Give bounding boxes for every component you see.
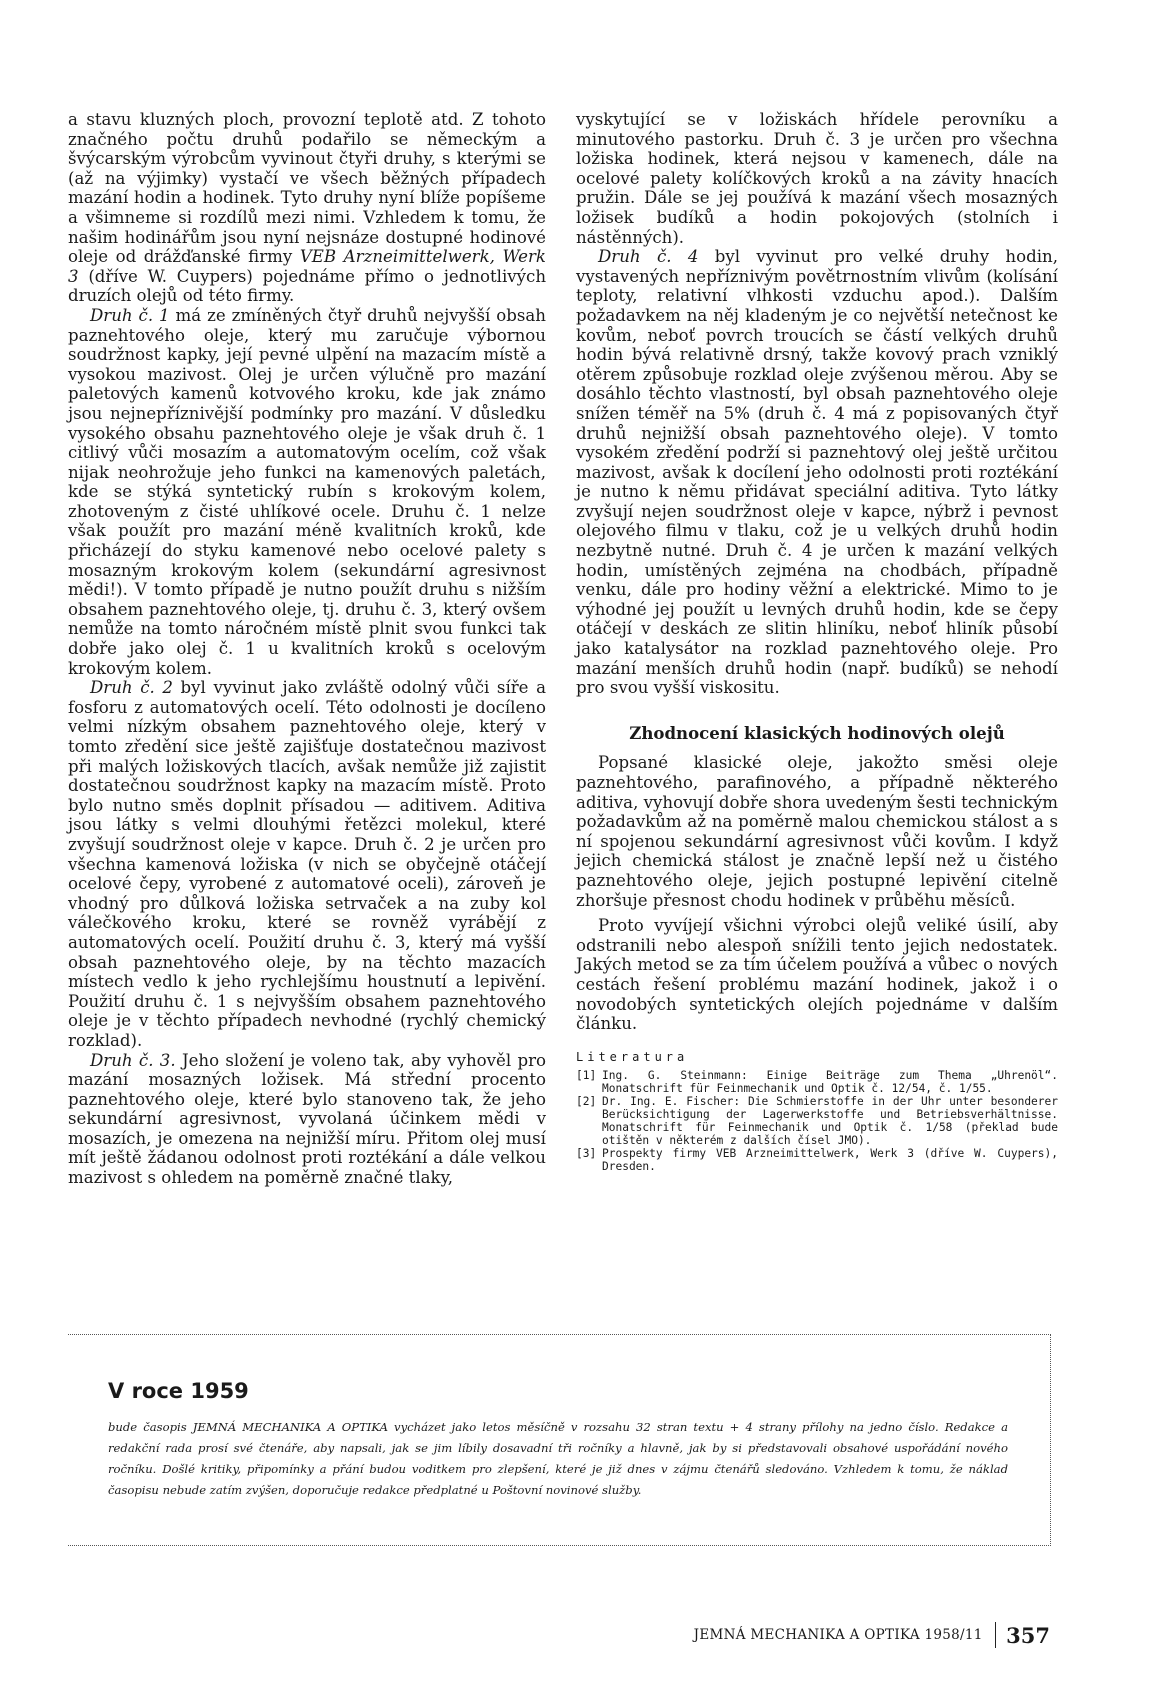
announcement-box bbox=[68, 1334, 1051, 1546]
reference-number: [3] bbox=[576, 1147, 597, 1161]
paragraph-druh-4 bbox=[576, 247, 1058, 698]
reference-number: [1] bbox=[576, 1069, 597, 1083]
reference-item bbox=[576, 1147, 1058, 1173]
reference-text: Dr. Ing. E. Fischer: Die Schmierstoffe in der Uhr unter besonderer Berücksichtigung der Lagerwerkstoffe und Betriebsverhältnisse. Monatschrift für Feinmechanik und Optik č. 1/58 (překlad bude otištěn v některém z dalších čísel JMO). bbox=[602, 1095, 1058, 1148]
reference-item bbox=[576, 1069, 1058, 1095]
paragraph-conclusion: Proto vyvíjejí všichni výrobci olejů veliké úsilí, aby odstranili nebo alespoň snížili tento jejich nedostatek. Jakých metod se za tím účelem používá a vůbec o nových cestách řešení problému mazání hodinek, jakož i o novodobých syntetických olejích pojednáme v dalším článku. bbox=[576, 916, 1058, 1034]
reference-number: [2] bbox=[576, 1095, 597, 1109]
section-heading: Zhodnocení klasických hodinových olejů bbox=[629, 722, 1005, 743]
announcement-body: bude časopis JEMNÁ MECHANIKA A OPTIKA vycházet jako letos měsíčně v rozsahu 32 stran textu + 4 strany přílohy na jedno číslo. Redakce a redakční rada prosí své čtenáře, aby napsali, jak se jim líbily dosavadní tři ročníky a hlavně, jak by si představovali obsahové uspořádání nového ročníku. Došlé kritiky, připomínky a přání budou voditkem pro zlepšení, které je již dnes v zájmu čtenářů sledováno. Vzhledem k tomu, že náklad časopisu nebude zatím zvýšen, doporučuje redakce předplatné u Poštovní novinové služby. bbox=[108, 1420, 1008, 1497]
druh-3-lead: Druh č. 3. bbox=[90, 1050, 176, 1070]
druh-4-lead: Druh č. 4 bbox=[598, 247, 699, 267]
paragraph-druh-1 bbox=[68, 306, 546, 678]
paragraph-druh-3 bbox=[68, 1051, 546, 1188]
literature-title: Literatura bbox=[576, 1049, 689, 1064]
page-number: 357 bbox=[1006, 1622, 1050, 1648]
paragraph-intro bbox=[68, 110, 546, 306]
left-column bbox=[68, 110, 546, 1188]
reference-text: Ing. G. Steinmann: Einige Beiträge zum Thema „Uhrenöl“. Monatschrift für Feinmechanik und Optik č. 12/54, č. 1/55. bbox=[602, 1069, 1058, 1096]
paragraph-druh-3-cont: vyskytující se v ložiskách hřídele perovníku a minutového pastorku. Druh č. 3 je určen pro všechna ložiska hodinek, která nejsou v kamenech, dále na ocelové palety kolíčkových kroků a na závity hnacích pružin. Dále se jej používá k mazání všech mosazných ložisek budíků a hodin pokojových (stolních i nástěnných). bbox=[576, 110, 1058, 247]
paragraph-druh-2 bbox=[68, 678, 546, 1050]
text-span: a stavu kluzných ploch, provozní teplotě atd. Z tohoto značného počtu druhů podařilo se německým a švýcarským výrobcům vyvinout čtyři druhy, s kterými se (až na výjimky) vystačí ve všech běžných případech mazání hodin a hodinek. Tyto druhy nyní blíže popíšeme a všimneme si rozdílů mezi nimi. Vzhledem k tomu, že našim hodinářům jsou nyní nejsnáze dostupné hodinové oleje od drážďanské firmy bbox=[68, 110, 546, 267]
page-footer bbox=[690, 1620, 1050, 1650]
right-column bbox=[576, 110, 1058, 1173]
druh-1-lead: Druh č. 1 bbox=[90, 305, 170, 325]
firm-name: VEB Arzneimittelwerk, Werk 3 bbox=[68, 247, 546, 286]
footer-divider bbox=[995, 1622, 997, 1648]
text-span: byl vyvinut pro velké druhy hodin, vystavených nepříznivým povětrnostním vlivům (kolísání teploty, relativní vlhkosti vzduchu apod.). Dalším požadavkem na něj kladeným je co největší netečnost ke kovům, neboť povrch troucích se částí velkých druhů hodin bývá relativně drsný, takže kovový prach vzniklý otěrem způsobuje rozklad oleje zvýšenou měrou. Aby se dosáhlo těchto vlastností, byl obsah paznehtového oleje snížen téměř na 5% (druh č. 4 má z popisovaných čtyř druhů nejnižší obsah paznehtového oleje). V tomto vysokém zředění podrží si paznehtový olej ještě určitou mazivost, avšak k docílení jeho odolnosti proti roztékání je nutno k němu přidávat speciální aditiva. Tyto látky zvyšují nejen soudržnost oleje v kapce, nýbrž i pevnost olejového filmu v tlaku, což je u velkých druhů hodin nezbytně nutné. Druh č. 4 je určen k mazání velkých hodin, umístěných zejména na chodbách, případně venku, dále pro hodiny věžní a elektrické. Mimo to je výhodné jej použít u levných druhů hodin, kde se čepy otáčejí v deskách ze slitin hliníku, neboť hliník působí jako katalysátor na rozklad paznehtového oleje. Pro mazání menších druhů hodin (např. budíků) se nehodí pro svou vyšší viskositu. bbox=[576, 247, 1058, 698]
reference-list bbox=[576, 1069, 1058, 1173]
text-span: byl vyvinut jako zvláště odolný vůči síře a fosforu z automatových ocelí. Této odolnosti je docíleno velmi nízkým obsahem paznehtového oleje, který v tomto zředění sice ještě zajišťuje dostatečnou mazivost při malých ložiskových tlacích, avšak nemůže již zajistit dostatečnou soudržnost kapky na mazacím místě. Proto bylo nutno směs doplnit přísadou — aditivem. Aditiva jsou látky s velmi dlouhými řetězci molekul, které zvyšují soudržnost oleje v kapce. Druh č. 2 je určen pro všechna kamenová ložiska (v nich se obyčejně otáčejí ocelové čepy, vyrobené z automatové oceli), zároveň je vhodný pro důlková ložiska setrvaček a na zuby kol válečkového kroku, které se rovněž vyrábějí z automatových ocelí. Použití druhu č. 3, který má vyšší obsah paznehtového oleje, by na těchto mazacích místech vedlo k jeho rychlejšímu houstnutí a lepivění. Použití druhu č. 1 s nejvyšším obsahem paznehtového oleje je v těchto případech nevhodné (rychlý chemický rozklad). bbox=[68, 678, 546, 1050]
text-span: Jeho složení je voleno tak, aby vyhověl pro mazání mosazných ložisek. Má střední procento paznehtového oleje, které bylo stanoveno tak, že jeho sekundární agresivnost, vyvolaná účinkem mědi v mosazích, je omezena na nejnižší míru. Přitom olej musí mít ještě žádanou odolnost proti roztékání a dále velkou mazivost s ohledem na poměrně značné tlaky, bbox=[68, 1050, 546, 1188]
druh-2-lead: Druh č. 2 bbox=[90, 678, 173, 698]
paragraph-evaluation: Popsané klasické oleje, jakožto směsi oleje paznehtového, parafinového, a případně některého aditiva, vyhovují dobře shora uvedeným šesti technickým požadavkům až na poměrně malou chemickou stálost a s ní spojenou sekundární agresivnost vůči kovům. I když jejich chemická stálost je značně lepší než u čistého paznehtového oleje, jejich postupné lepivění citelně zhoršuje přesnost chodu hodinek v průběhu měsíců. bbox=[576, 753, 1058, 910]
text-span: má ze zmíněných čtyř druhů nejvyšší obsah paznehtového oleje, který mu zaručuje výbornou soudržnost kapky, její pevné ulpění na mazacím místě a vysokou mazivost. Olej je určen výlučně pro mazání paletových kamenů kotvového kroku, kde jak známo jsou nejnepříznivější podmínky pro mazání. V důsledku vysokého obsahu paznehtového oleje je však druh č. 1 citlivý vůči mosazím a automatovým ocelím, což však nijak neohrožuje jeho funkci na kamenových paletách, kde se stýká syntetický rubín s krokovým kolem, zhotoveným z čisté uhlíkové ocele. Druhu č. 1 nelze však použít pro mazání méně kvalitních kroků, kde přicházejí do styku kamenové nebo ocelové palety s mosazným krokovým kolem (sekundární agresivnost mědi!). V tomto případě je nutno použít druhu s nižším obsahem paznehtového oleje, tj. druhu č. 3, který ovšem nemůže na tomto náročném místě plnit svou funkci tak dobře jako olej č. 1 u kvalitních kroků s ocelovým krokovým kolem. bbox=[68, 305, 546, 678]
announcement-title: V roce 1959 bbox=[108, 1379, 249, 1403]
journal-name: JEMNÁ MECHANIKA A OPTIKA 1958/11 bbox=[693, 1627, 983, 1643]
reference-item bbox=[576, 1095, 1058, 1147]
text-span: (dříve W. Cuypers) pojednáme přímo o jednotlivých druzích olejů od této firmy. bbox=[68, 266, 547, 306]
reference-text: Prospekty firmy VEB Arzneimittelwerk, Werk 3 (dříve W. Cuypers), Dresden. bbox=[602, 1147, 1058, 1174]
